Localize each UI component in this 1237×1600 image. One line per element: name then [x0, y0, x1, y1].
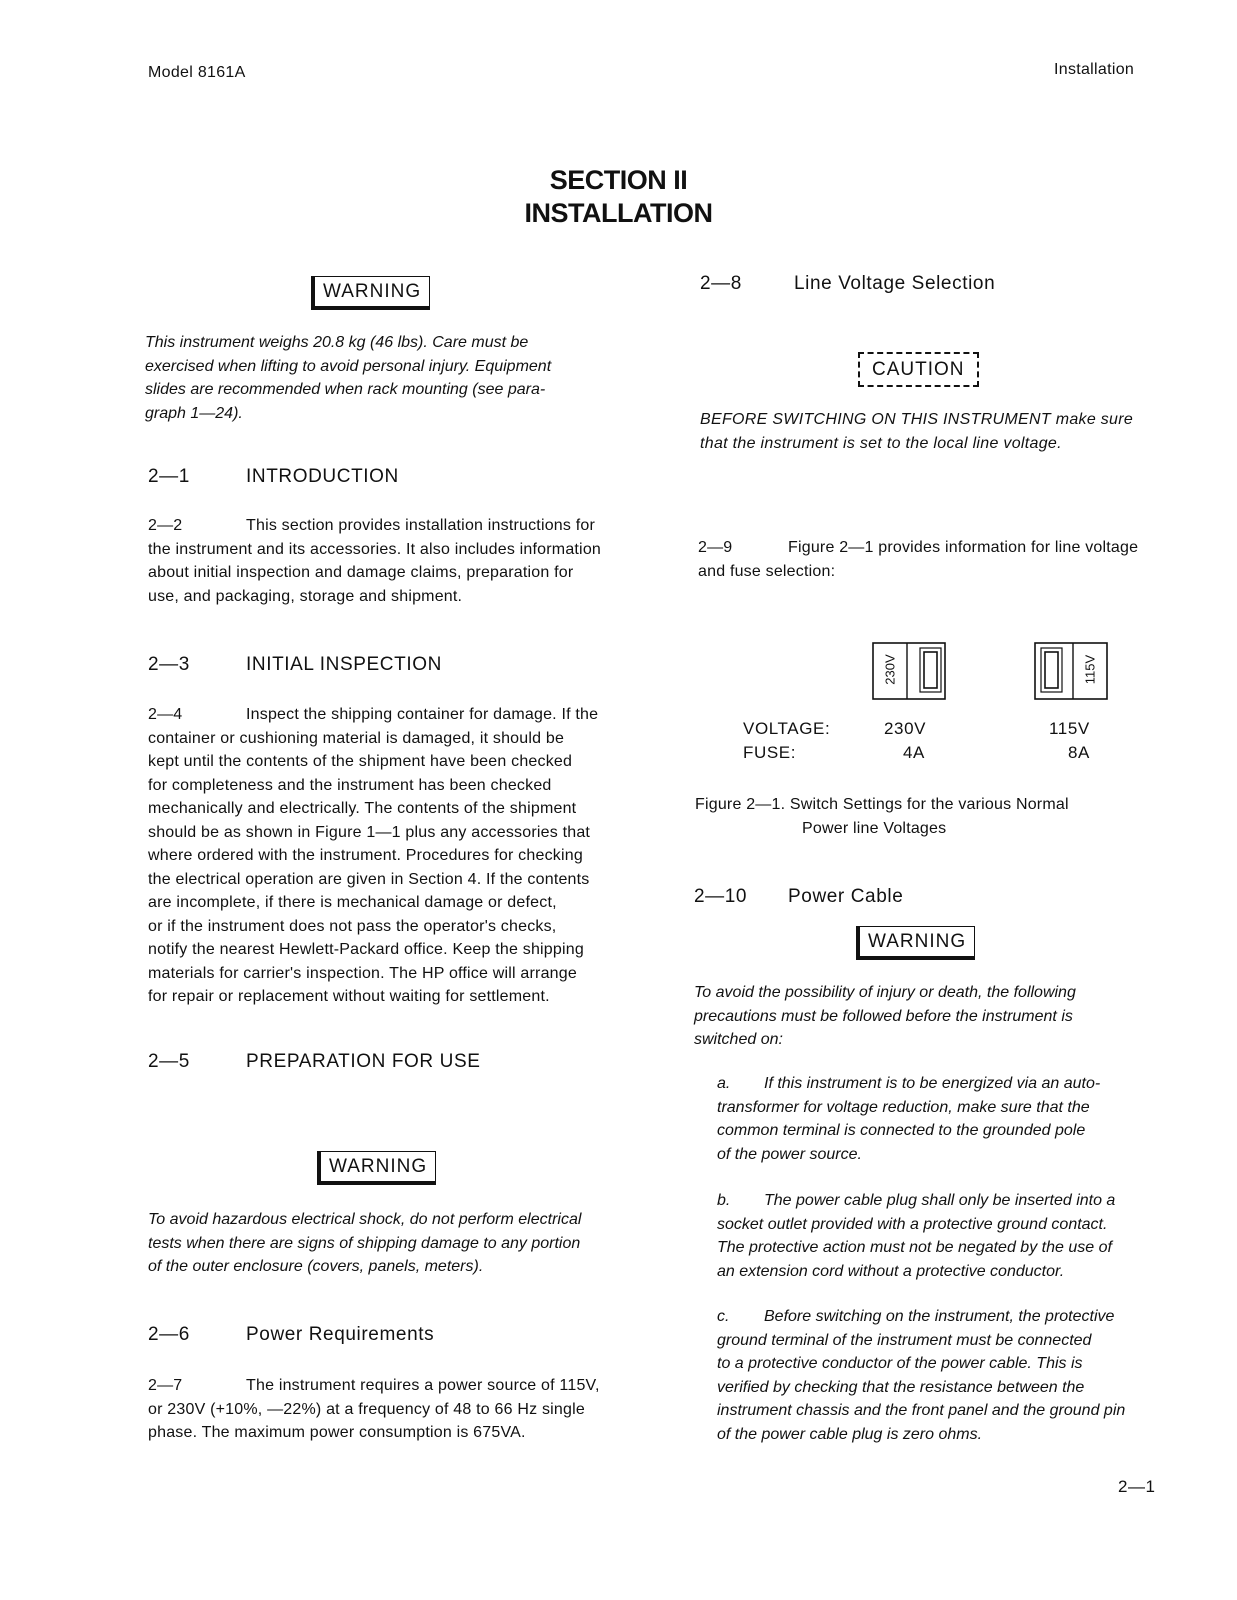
text-line: of the outer enclosure (covers, panels, meters). [148, 1258, 484, 1275]
heading-text: PREPARATION FOR USE [246, 1051, 481, 1072]
paragraph-number: 2—7 [148, 1377, 183, 1394]
text-line: exercised when lifting to avoid personal injury. Equipment [145, 357, 552, 375]
warning-badge-weight [311, 276, 430, 310]
heading-initial-inspection [148, 654, 442, 676]
warning-badge-shock [317, 1151, 436, 1185]
precaution-item-b [717, 1189, 1197, 1283]
text-line: to a protective conductor of the power cable. This is [717, 1355, 1083, 1372]
text-line: This section provides installation instructions for [246, 517, 596, 534]
caution-badge-label: CAUTION [858, 352, 979, 387]
precaution-item-a [717, 1072, 1197, 1166]
heading-text: Power Requirements [246, 1324, 435, 1345]
text-line: kept until the contents of the shipment have been checked [148, 753, 573, 770]
switch-diagram-230v [872, 642, 946, 700]
switch-230v-label: 230V [882, 654, 898, 685]
heading-text: INTRODUCTION [246, 466, 399, 487]
text-line: slides are recommended when rack mounting (see para- [145, 381, 546, 398]
text-line: To avoid the possibility of injury or death, the following [694, 984, 1076, 1001]
warning-shock-text [148, 1208, 668, 1279]
text-line: Before switching on the instrument, the protective [764, 1308, 1115, 1325]
text-line: To avoid hazardous electrical shock, do not perform electrical [148, 1211, 582, 1228]
text-line: If this instrument is to be energized via an auto- [764, 1075, 1101, 1092]
paragraph-2-4 [148, 703, 668, 1009]
switch-diagram-115v [1034, 642, 1108, 700]
text-line: The protective action must not be negated by the use of [717, 1239, 1112, 1256]
text-line: use, and packaging, storage and shipment. [148, 587, 463, 605]
text-line: should be as shown in Figure 1—1 plus any accessories that [148, 823, 591, 841]
item-label: a. [717, 1075, 731, 1092]
text-line: graph 1—24). [145, 404, 243, 422]
text-line: of the power source. [717, 1145, 862, 1163]
warning-badge-power-cable [856, 926, 975, 960]
text-line: and fuse selection: [698, 562, 836, 580]
text-line: or if the instrument does not pass the operator's checks, [148, 917, 557, 935]
heading-power-cable [694, 886, 903, 908]
text-line: instrument chassis and the front panel and the ground pin [717, 1402, 1126, 1419]
text-line: precautions must be followed before the instrument is [694, 1007, 1073, 1025]
figure-caption-line2: Power line Voltages [802, 820, 947, 837]
heading-preparation [148, 1051, 481, 1073]
figure-fuse-8a: 8A [1068, 743, 1090, 762]
heading-text: Line Voltage Selection [794, 273, 996, 294]
text-line: socket outlet provided with a protective ground contact. [717, 1215, 1108, 1233]
paragraph-2-9 [698, 536, 1198, 583]
text-line: common terminal is connected to the grounded pole [717, 1122, 1086, 1139]
heading-text: INITIAL INSPECTION [246, 654, 442, 675]
text-line: for completeness and the instrument has been checked [148, 776, 552, 794]
text-line: transformer for voltage reduction, make sure that the [717, 1098, 1090, 1116]
paragraph-number: 2—4 [148, 706, 183, 723]
heading-number: 2—8 [700, 273, 742, 294]
figure-voltage-115: 115V [1049, 719, 1090, 738]
text-line: The power cable plug shall only be inserted into a [764, 1192, 1116, 1209]
text-line: that the instrument is set to the local line voltage. [700, 434, 1062, 452]
text-line: materials for carrier's inspection. The HP office will arrange [148, 964, 577, 982]
header-section: Installation [1054, 61, 1135, 78]
heading-number: 2—3 [148, 654, 190, 675]
figure-fuse-label: FUSE: [743, 743, 797, 762]
heading-power-requirements [148, 1324, 434, 1346]
text-line: Inspect the shipping container for damage. If the [246, 706, 599, 723]
precaution-item-c [717, 1305, 1197, 1446]
heading-text: Power Cable [788, 886, 904, 907]
heading-introduction [148, 466, 399, 488]
section-title: SECTION II [549, 165, 688, 195]
text-line: about initial inspection and damage claims, preparation for [148, 564, 574, 581]
text-line: the electrical operation are given in Section 4. If the contents [148, 870, 590, 888]
text-line: the instrument and its accessories. It also includes information [148, 540, 602, 558]
text-line: The instrument requires a power source of 115V, [246, 1377, 600, 1394]
page-number: 2—1 [1118, 1477, 1156, 1496]
text-line: BEFORE SWITCHING ON THIS INSTRUMENT make sure [700, 411, 1134, 428]
switch-115v-label: 115V [1082, 654, 1098, 685]
text-line: Figure 2—1 provides information for line voltage [788, 539, 1139, 556]
paragraph-2-2 [148, 514, 668, 608]
text-line: or 230V (+10%, —22%) at a frequency of 48 to 66 Hz single [148, 1400, 585, 1418]
text-line: This instrument weighs 20.8 kg (46 lbs). Care must be [145, 334, 529, 351]
text-line: of the power cable plug is zero ohms. [717, 1425, 983, 1443]
warning-weight-text [145, 331, 645, 425]
heading-number: 2—1 [148, 466, 190, 487]
text-line: ground terminal of the instrument must be connected [717, 1331, 1092, 1349]
figure-voltage-label: VOLTAGE: [743, 719, 831, 738]
figure-caption-line1: Figure 2—1. Switch Settings for the various Normal [695, 796, 1069, 813]
paragraph-number: 2—2 [148, 517, 183, 534]
warning-badge-label: WARNING [311, 276, 430, 310]
caution-badge [858, 352, 979, 387]
text-line: notify the nearest Hewlett-Packard office. Keep the shipping [148, 941, 584, 958]
warning-badge-label: WARNING [317, 1151, 436, 1185]
figure-fuse-4a: 4A [903, 743, 925, 762]
text-line: where ordered with the instrument. Procedures for checking [148, 847, 583, 864]
text-line: for repair or replacement without waiting for settlement. [148, 988, 550, 1005]
text-line: phase. The maximum power consumption is 675VA. [148, 1424, 526, 1441]
heading-number: 2—5 [148, 1051, 190, 1072]
text-line: are incomplete, if there is mechanical damage or defect, [148, 894, 557, 911]
text-line: container or cushioning material is damaged, it should be [148, 729, 565, 747]
heading-number: 2—6 [148, 1324, 190, 1345]
figure-voltage-230: 230V [884, 719, 927, 738]
text-line: switched on: [694, 1031, 783, 1048]
text-line: verified by checking that the resistance between the [717, 1378, 1085, 1396]
text-line: tests when there are signs of shipping damage to any portion [148, 1234, 581, 1252]
paragraph-2-7 [148, 1374, 668, 1445]
heading-number: 2—10 [694, 886, 748, 907]
section-subtitle: INSTALLATION [524, 198, 713, 228]
warning-badge-label: WARNING [856, 926, 975, 960]
text-line: mechanically and electrically. The contents of the shipment [148, 800, 577, 817]
warning-power-cable-intro [694, 981, 1194, 1052]
paragraph-number: 2—9 [698, 539, 733, 556]
header-model: Model 8161A [148, 64, 246, 81]
item-label: c. [717, 1308, 730, 1325]
heading-line-voltage [700, 273, 995, 295]
item-label: b. [717, 1192, 731, 1209]
text-line: an extension cord without a protective conductor. [717, 1262, 1065, 1280]
caution-text [700, 408, 1200, 455]
